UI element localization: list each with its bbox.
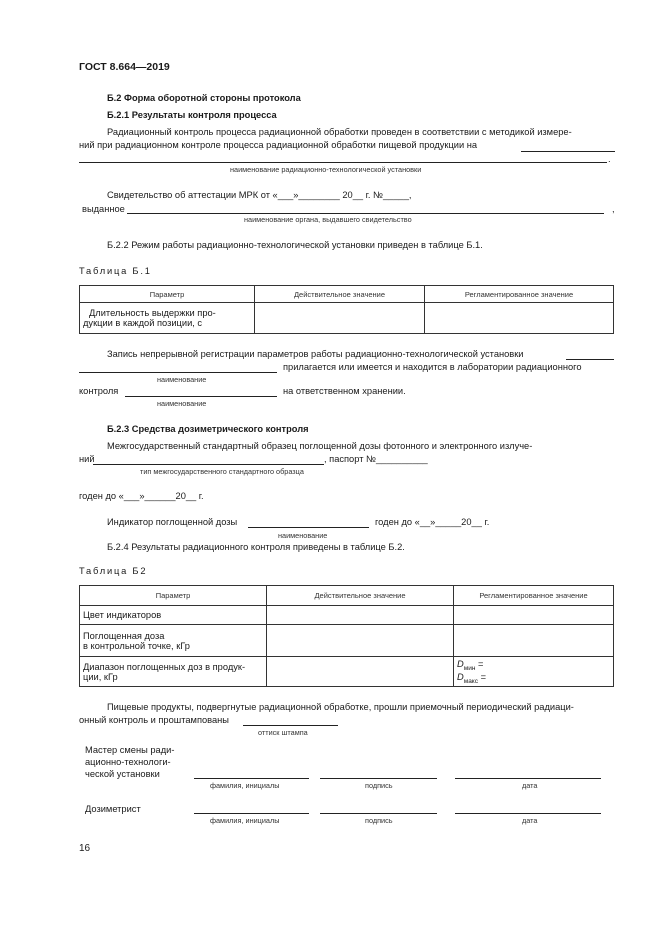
table1-row1-line1: Длительность выдержки про- xyxy=(89,308,216,318)
certificate-line: Свидетельство об аттестации МРК от «___»________ 20__ г. №_____, xyxy=(107,190,412,200)
control-label: контроля xyxy=(79,386,119,396)
sig2-caption-date: дата xyxy=(522,816,538,825)
table-b2 xyxy=(79,585,614,687)
sig1-fio-blank[interactable] xyxy=(194,778,309,779)
record-blank-end[interactable] xyxy=(566,359,614,360)
table2-row1-actual[interactable] xyxy=(267,606,454,625)
table1-row1-line2: дукции в каждой позиции, с xyxy=(83,318,203,328)
table1-header-regulated: Регламентированное значение xyxy=(425,286,614,303)
sig1-line1: Мастер смены ради- xyxy=(85,745,175,755)
table2-row3-line2: ции, кГр xyxy=(83,671,118,682)
table2-header-actual: Действительное значение xyxy=(267,586,454,606)
table2-row3-actual[interactable] xyxy=(267,657,454,687)
installation-blank[interactable] xyxy=(79,162,607,163)
table1-row1-regulated[interactable] xyxy=(425,303,614,334)
caption-name-3: наименование xyxy=(278,531,328,540)
para1-line2: ний при радиационном контроле процесса радиационной обработки пищевой продукции на xyxy=(79,140,478,150)
table1-header-actual: Действительное значение xyxy=(255,286,425,303)
record-line1: Запись непрерывной регистрации параметров работы радиационно-технологической установки xyxy=(107,349,524,359)
dmax-label: $D_{макс}$ = xyxy=(457,671,486,685)
caption-stamp: оттиск штампа xyxy=(258,728,308,737)
table1-title: Таблица Б.1 xyxy=(79,266,152,276)
sig2-sign-blank[interactable] xyxy=(320,813,437,814)
dmin-label: $D_{мин}$ = xyxy=(457,658,484,672)
table2-header-param: Параметр xyxy=(80,586,267,606)
table2-title: Таблица Б2 xyxy=(79,566,148,576)
indicator-blank[interactable] xyxy=(248,527,369,528)
sig2-fio-blank[interactable] xyxy=(194,813,309,814)
indicator-label: Индикатор поглощенной дозы xyxy=(107,517,238,527)
section-b2-title: Б.2 Форма оборотной стороны протокола xyxy=(107,93,301,103)
passport-label: , паспорт №__________ xyxy=(324,454,428,464)
storage-text: на ответственном хранении. xyxy=(283,386,406,396)
b24-text: Б.2.4 Результаты радиационного контроля приведены в таблице Б.2. xyxy=(107,542,405,552)
sig1-sign-blank[interactable] xyxy=(320,778,437,779)
sig1-caption-date: дата xyxy=(522,781,538,790)
record-blank[interactable] xyxy=(79,372,277,373)
table-b1 xyxy=(79,285,614,334)
caption-issuer: наименование органа, выдавшего свидетельство xyxy=(244,215,412,224)
final-line2: онный контроль и проштампованы xyxy=(79,715,229,725)
table2-row2-line2: в контрольной точке, кГр xyxy=(83,640,190,651)
dot: . xyxy=(608,154,611,164)
table2-row3-param xyxy=(80,657,267,687)
control-blank[interactable] xyxy=(125,396,277,397)
table2-row2-regulated[interactable] xyxy=(454,625,614,657)
std-prefix: ний xyxy=(79,454,95,464)
section-b23-title: Б.2.3 Средства дозиметрического контроля xyxy=(107,424,309,434)
b22-text: Б.2.2 Режим работы радиационно-технологической установки приведен в таблице Б.1. xyxy=(107,240,483,250)
sig1-date-blank[interactable] xyxy=(455,778,601,779)
valid-line: годен до «___»______20__ г. xyxy=(79,491,204,501)
sig1-caption-sign: подпись xyxy=(365,781,393,790)
page-number: 16 xyxy=(79,843,91,854)
final-line1: Пищевые продукты, подвергнутые радиационной обработке, прошли приемочный периодический радиаци- xyxy=(107,702,574,712)
issued-label: выданное xyxy=(82,204,125,214)
stamp-blank[interactable] xyxy=(243,725,338,726)
issuer-blank[interactable] xyxy=(127,213,604,214)
caption-std-type: тип межгосударственного стандартного образца xyxy=(140,467,304,476)
sig2-caption-sign: подпись xyxy=(365,816,393,825)
comma: , xyxy=(612,204,615,214)
table2-row2-param xyxy=(80,625,267,657)
page-header: ГОСТ 8.664—2019 xyxy=(79,61,170,73)
table2-row3-regulated[interactable] xyxy=(454,657,614,687)
table2-row3-line1: Диапазон поглощенных доз в продук- xyxy=(83,661,246,672)
std-line1: Межгосударственный стандартный образец поглощенной дозы фотонного и электронного излуче- xyxy=(107,441,533,451)
std-type-blank[interactable] xyxy=(93,464,324,465)
sig1-line2: ационно-технологи- xyxy=(85,757,171,767)
table2-row2-actual[interactable] xyxy=(267,625,454,657)
caption-installation: наименование радиационно-технологической установки xyxy=(230,165,422,174)
caption-name-1: наименование xyxy=(157,375,207,384)
table1-row1-param xyxy=(80,303,255,334)
section-b21-title: Б.2.1 Результаты контроля процесса xyxy=(107,110,277,120)
table2-row2-line1: Поглощенная доза xyxy=(83,630,165,641)
table2-row1-regulated[interactable] xyxy=(454,606,614,625)
sig1-line3: ческой установки xyxy=(85,769,160,779)
table2-header-regulated: Регламентированное значение xyxy=(454,586,614,606)
sig2-date-blank[interactable] xyxy=(455,813,601,814)
sig2-caption-fio: фамилия, инициалы xyxy=(210,816,280,825)
indicator-valid: годен до «__»_____20__ г. xyxy=(375,517,490,527)
table2-row1-param: Цвет индикаторов xyxy=(80,606,267,625)
table1-row1-actual[interactable] xyxy=(255,303,425,334)
caption-name-2: наименование xyxy=(157,399,207,408)
sig1-caption-fio: фамилия, инициалы xyxy=(210,781,280,790)
installation-blank-end[interactable] xyxy=(521,151,615,152)
para1-line1: Радиационный контроль процесса радиационной обработки проведен в соответствии с методикой измере- xyxy=(107,127,572,137)
sig2-label: Дозиметрист xyxy=(85,804,141,814)
record-line2: прилагается или имеется и находится в лаборатории радиационного xyxy=(283,362,582,372)
table1-header-param: Параметр xyxy=(80,286,255,303)
